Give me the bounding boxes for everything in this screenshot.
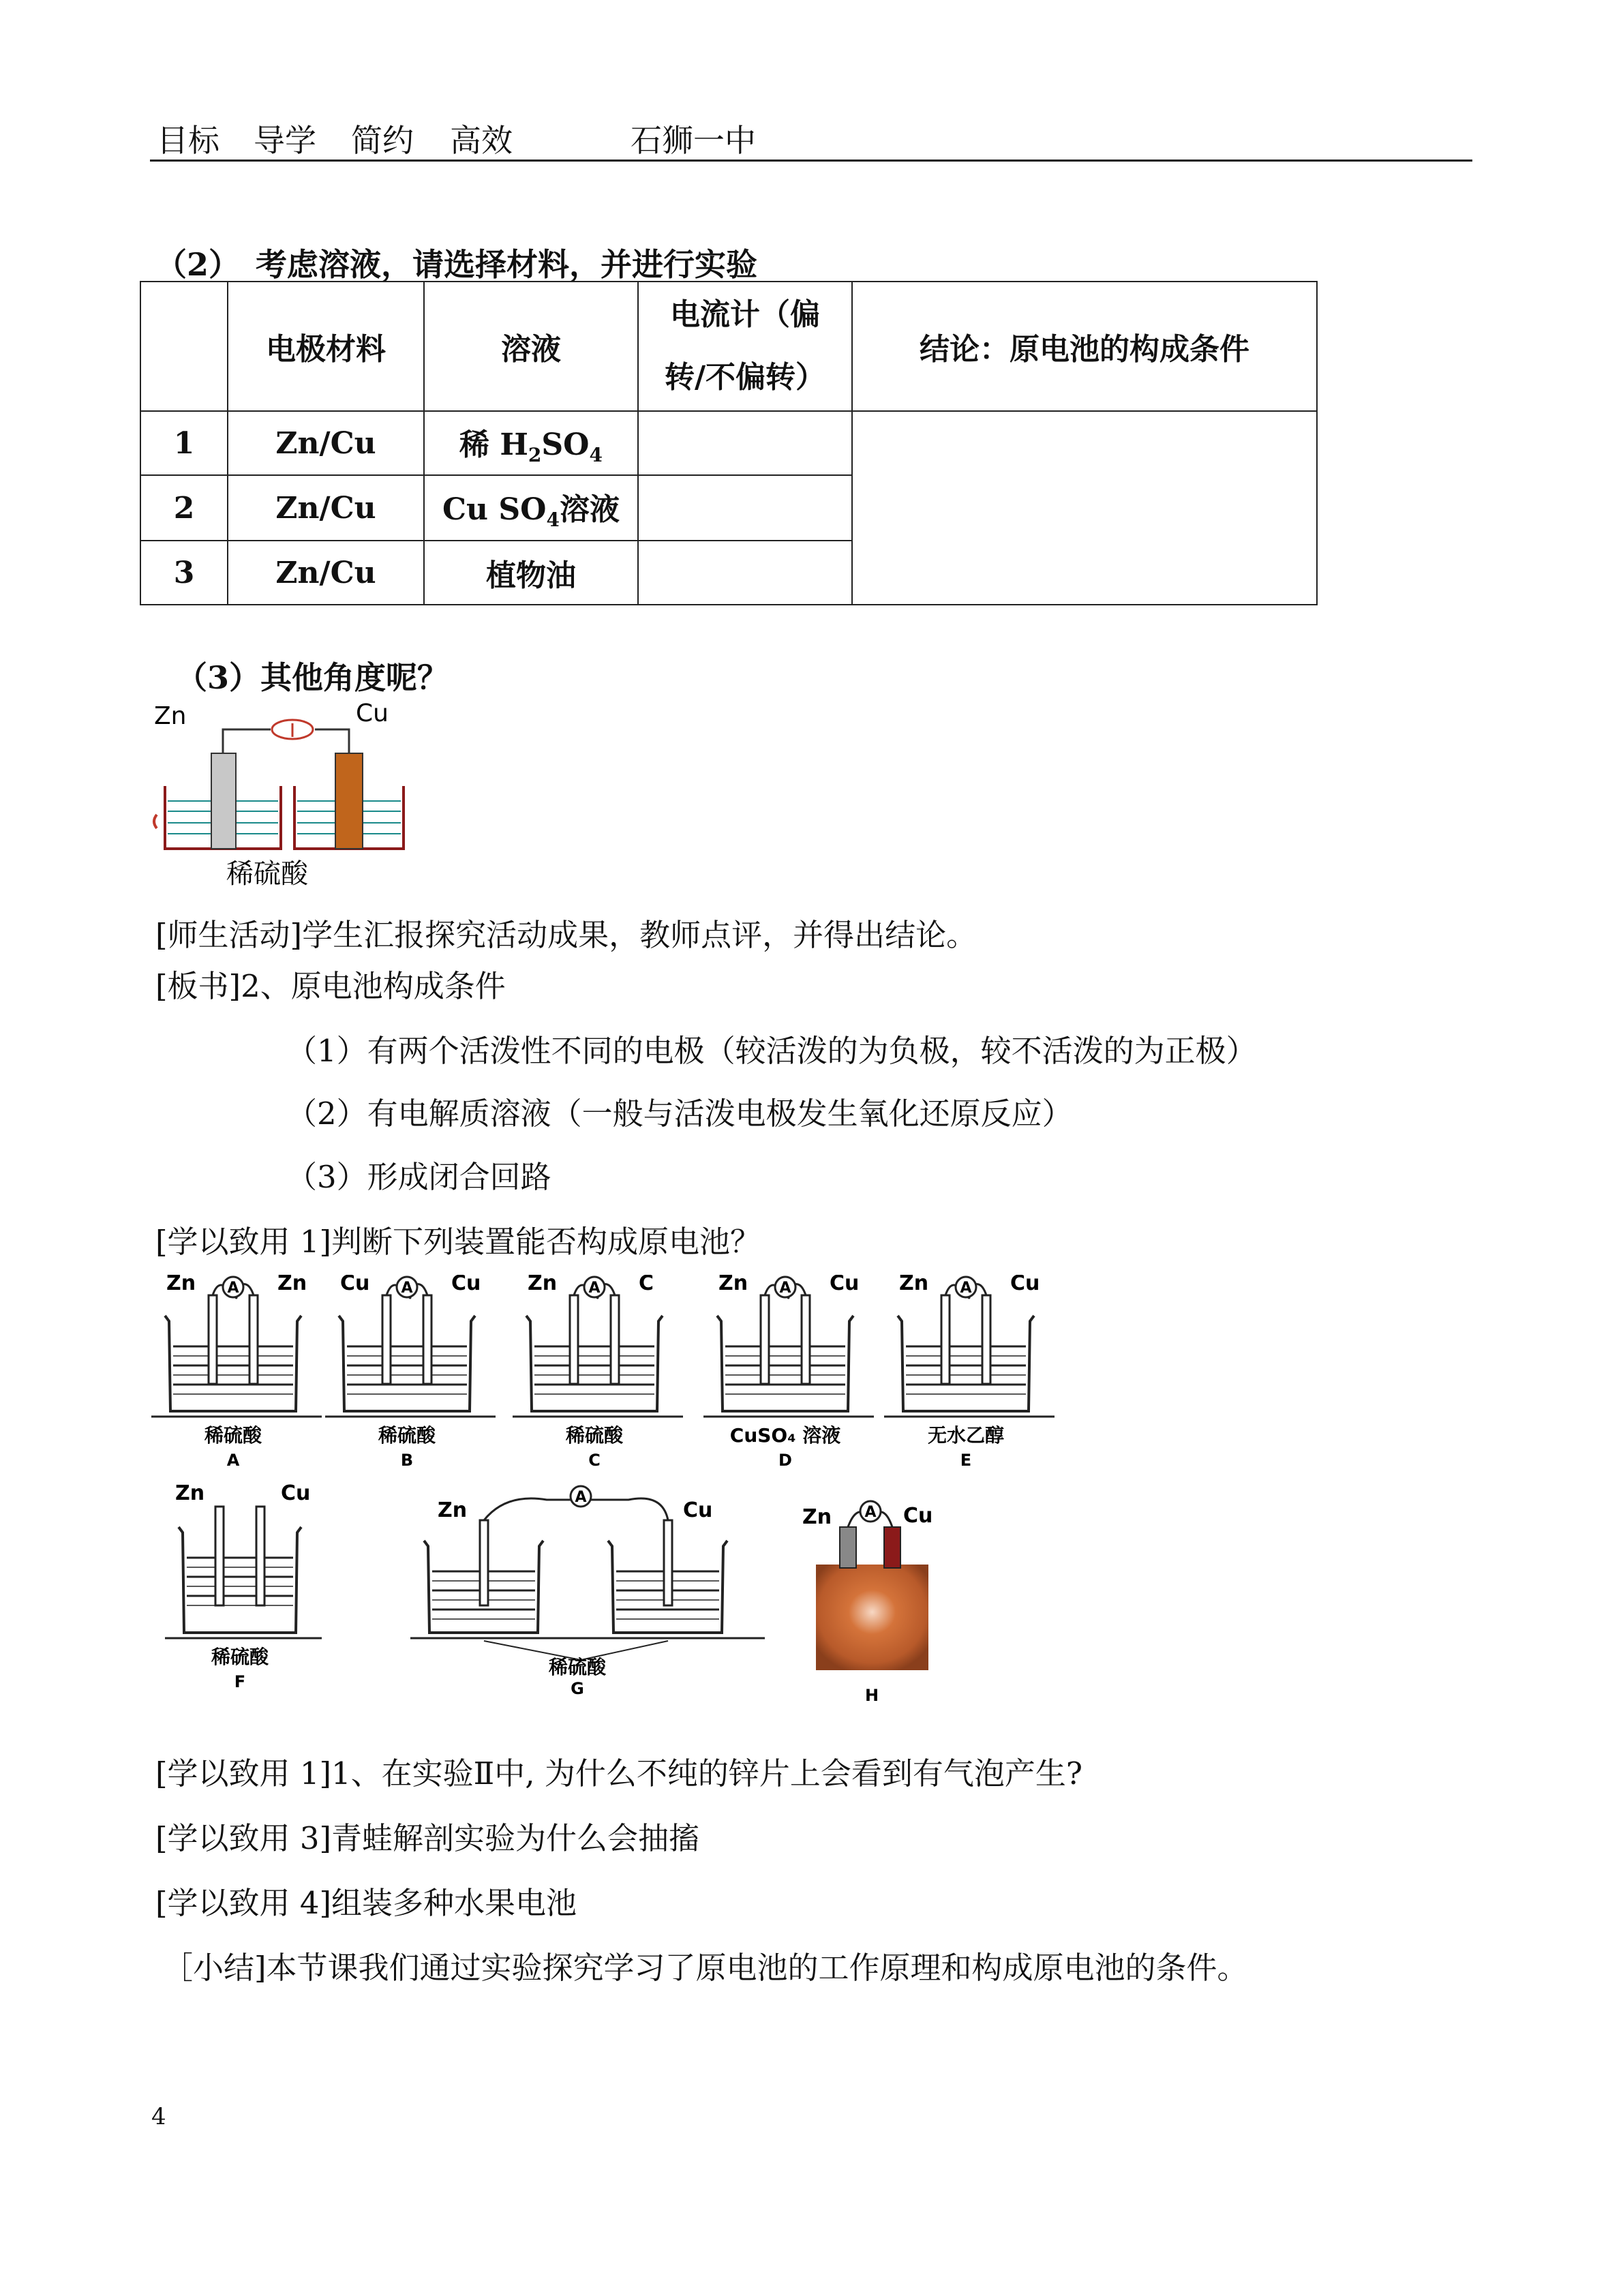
beaker-outline [898,1316,1034,1411]
electrode-right [480,1520,488,1605]
electrode-label-right: Zn [277,1275,307,1295]
electrode-right [256,1507,264,1605]
solution-label: CuSO₄ 溶液 [729,1424,841,1447]
electrode-right [249,1295,258,1384]
wire-left [223,729,271,753]
conclusion-cell[interactable] [852,411,1317,605]
table-header-ammeter [638,282,852,411]
electrode-right [982,1295,990,1384]
row-electrode: Zn/Cu [228,541,424,605]
ammeter-symbol: A [960,1280,972,1297]
electrode-right [802,1295,810,1384]
ammeter-symbol: A [401,1280,413,1297]
red-mark [154,815,157,828]
electrode-label-right: Cu [683,1498,713,1522]
table-header-ammeter-line1: 电流计（偏 [670,297,820,332]
table-header-conclusion: 结论：原电池的构成条件 [852,282,1317,411]
row-number: 1 [140,411,228,475]
solution-text: 稀 H [459,427,528,463]
row-solution [424,475,638,541]
row-ammeter-cell[interactable] [638,475,852,541]
solution-label: 稀硫酸 [204,1424,262,1447]
row-electrode: Zn/Cu [228,411,424,475]
electrode-label-right: C [639,1275,654,1295]
apparatus-letter: A [226,1451,240,1470]
table-header-electrode: 电极材料 [228,282,424,411]
apparatus-letter: D [778,1451,792,1470]
electrode-label-right: Cu [281,1481,311,1505]
question-1: [学以致用 1]1、在实验Ⅱ中, 为什么不纯的锌片上会看到有气泡产生? [155,1755,1082,1792]
board-item: （1）有两个活泼性不同的电极（较活泼的为负极，较不活泼的为正极） [286,1033,1257,1069]
row-electrode: Zn/Cu [228,475,424,541]
row-number: 2 [140,475,228,541]
solution-subscript: 2 [528,443,542,466]
row-number: 3 [140,541,228,605]
table-row [140,411,1317,475]
electrode-label-left: Zn [175,1481,205,1505]
section3-title: （3）其他角度呢？ [176,659,449,696]
electrode-right [423,1295,431,1384]
electrode-right [664,1520,672,1605]
header-item-2: 导学 [254,122,316,159]
solution-label: 无水乙醇 [927,1424,1005,1447]
solution-label: 稀硫酸 [548,1656,607,1678]
fruit-block [816,1565,928,1670]
solution-text: 溶液 [559,492,620,528]
electrode-label-left: Zn [528,1275,558,1295]
electrode-right [611,1295,619,1384]
ammeter-symbol: A [779,1280,791,1297]
solution-label: 稀硫酸 [211,1646,269,1668]
electrode-left [761,1295,769,1384]
solution-text: SO [541,427,590,463]
experiment-table [140,281,1318,605]
electrode-label-left: Zn [718,1275,748,1295]
board-item: （3）形成闭合回路 [286,1159,551,1195]
figure-caption: 稀硫酸 [226,858,308,890]
electrode-label-right: Cu [830,1275,860,1295]
electrode-label-left: Zn [438,1498,468,1522]
electrode-label-right: Cu [1010,1275,1040,1295]
copper-strip [884,1527,900,1568]
electrode-label-left: Cu [340,1275,370,1295]
apparatus-letter: C [588,1451,601,1470]
row-ammeter-cell[interactable] [638,541,852,605]
ammeter-symbol: A [227,1280,239,1297]
figure-label-zn: Zn [154,702,187,730]
copper-electrode [335,753,363,849]
beaker-outline [165,1316,301,1411]
apparatus-letter: E [960,1451,972,1470]
electrode-left [570,1295,578,1384]
beaker-outline [179,1527,301,1633]
electrode-left [215,1507,224,1605]
activity-text: [师生活动]学生汇报探究活动成果，教师点评，并得出结论。 [155,917,977,953]
ammeter-symbol: A [864,1504,877,1521]
table-header-solution: 溶液 [424,282,638,411]
solution-label: 稀硫酸 [378,1424,436,1447]
row-solution [424,411,638,475]
solution-subscript: 4 [546,508,560,531]
header-item-1: 目标 [157,122,219,159]
figure-label-cu: Cu [356,699,389,727]
row-ammeter-cell[interactable] [638,411,852,475]
apply1-text: [学以致用 1]判断下列装置能否构成原电池？ [155,1224,761,1260]
solution-label: 稀硫酸 [565,1424,624,1447]
wire-right [315,729,349,753]
header-school: 石狮一中 [631,122,756,159]
electrode-left [209,1295,217,1384]
electrode-left [382,1295,391,1384]
electrode-label-right: Cu [903,1504,933,1528]
beaker-apparatus-figure [151,1275,1119,1725]
apparatus-letter: F [234,1672,246,1691]
electrode-label-left: Zn [166,1275,196,1295]
beaker-outline [339,1316,475,1411]
question-4: [学以致用 4]组装多种水果电池 [155,1885,577,1921]
board-title: [板书]2、原电池构成条件 [155,968,506,1004]
table-header-blank [140,282,228,411]
question-3: [学以致用 3]青蛙解剖实验为什么会抽搐 [155,1820,700,1856]
solution-lines [168,801,401,834]
solution-text: Cu SO [442,492,547,528]
apparatus-letter: B [400,1451,414,1470]
section2-title: （2） 考虑溶液，请选择材料，并进行实验 [155,246,758,283]
zn-cu-cell-figure [151,699,417,893]
header-item-4: 高效 [450,122,513,159]
header-rule [150,160,1472,162]
solution-subscript: 4 [589,443,603,466]
zinc-electrode [211,753,236,849]
board-item: （2）有电解质溶液（一般与活泼电极发生氧化还原反应） [286,1096,1073,1132]
table-header-ammeter-line2: 转/不偏转） [664,360,826,395]
beaker-outline [526,1316,663,1411]
header-item-3: 简约 [351,122,414,159]
electrode-label-left: Zn [802,1505,832,1529]
electrode-label-right: Cu [451,1275,481,1295]
apparatus-letter: H [864,1686,879,1705]
summary-text: ［小结]本节课我们通过实验探究学习了原电池的工作原理和构成原电池的条件。 [162,1950,1248,1986]
page-number: 4 [151,2103,166,2130]
beaker-outline [717,1316,853,1411]
ammeter-symbol: A [588,1280,601,1297]
row-solution: 植物油 [424,541,638,605]
apparatus-letter: G [571,1679,584,1698]
electrode-left [941,1295,950,1384]
ammeter-symbol: A [575,1489,587,1506]
electrode-label-left: Zn [899,1275,929,1295]
zinc-strip [840,1527,856,1568]
